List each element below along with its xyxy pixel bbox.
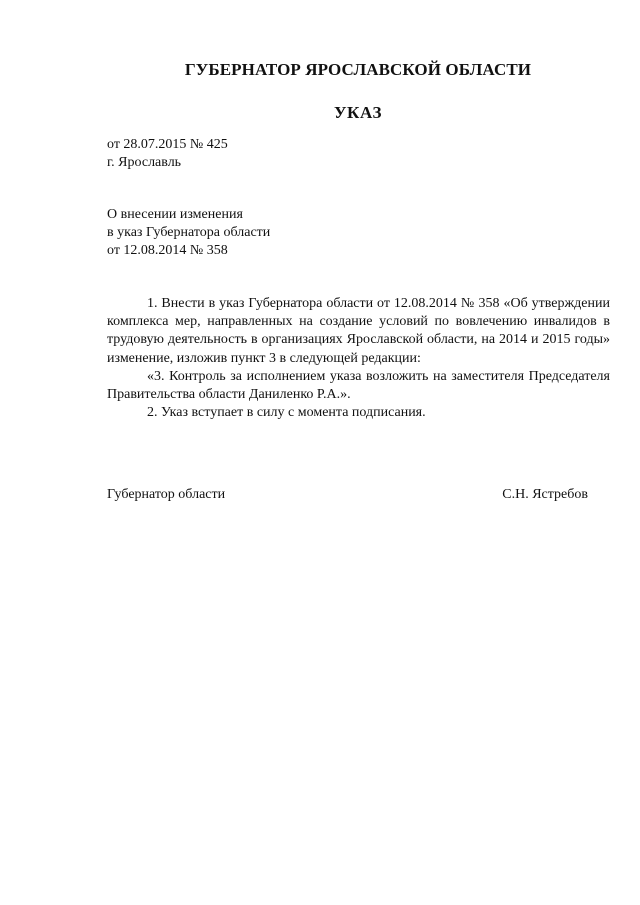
city: г. Ярославль <box>107 155 182 170</box>
decree-subject <box>107 206 270 260</box>
signatory-position: Губернатор области <box>107 487 226 502</box>
signatory-name: С.Н. Ястребов <box>502 487 588 502</box>
subject-line: от 12.08.2014 № 358 <box>107 243 228 258</box>
date-number: от 28.07.2015 № 425 <box>107 137 228 152</box>
body-paragraph-1: 1. Внести в указ Губернатора области от 12.08.2014 № 358 «Об утверждении комплекса мер, направленных на создание условий по вовлечению инвалидов в трудовую деятельность в организациях Ярославской области, на 2014 и 2015 годы» изменение, изложив пункт 3 в следующей редакции: <box>107 296 610 366</box>
document-details <box>107 136 228 172</box>
signature-block <box>107 486 588 504</box>
subject-line: в указ Губернатора области <box>107 225 271 240</box>
body-paragraph-2: 2. Указ вступает в силу с момента подписания. <box>147 405 426 421</box>
document-type-heading: УКАЗ <box>333 103 383 122</box>
organization-title: ГУБЕРНАТОР ЯРОСЛАВСКОЙ ОБЛАСТИ <box>184 60 532 79</box>
subject-line: О внесении изменения <box>107 207 243 222</box>
body-paragraph-quote: «3. Контроль за исполнением указа возложить на заместителя Председателя Правительства области Даниленко Р.А.». <box>107 368 610 403</box>
decree-body <box>107 295 610 422</box>
